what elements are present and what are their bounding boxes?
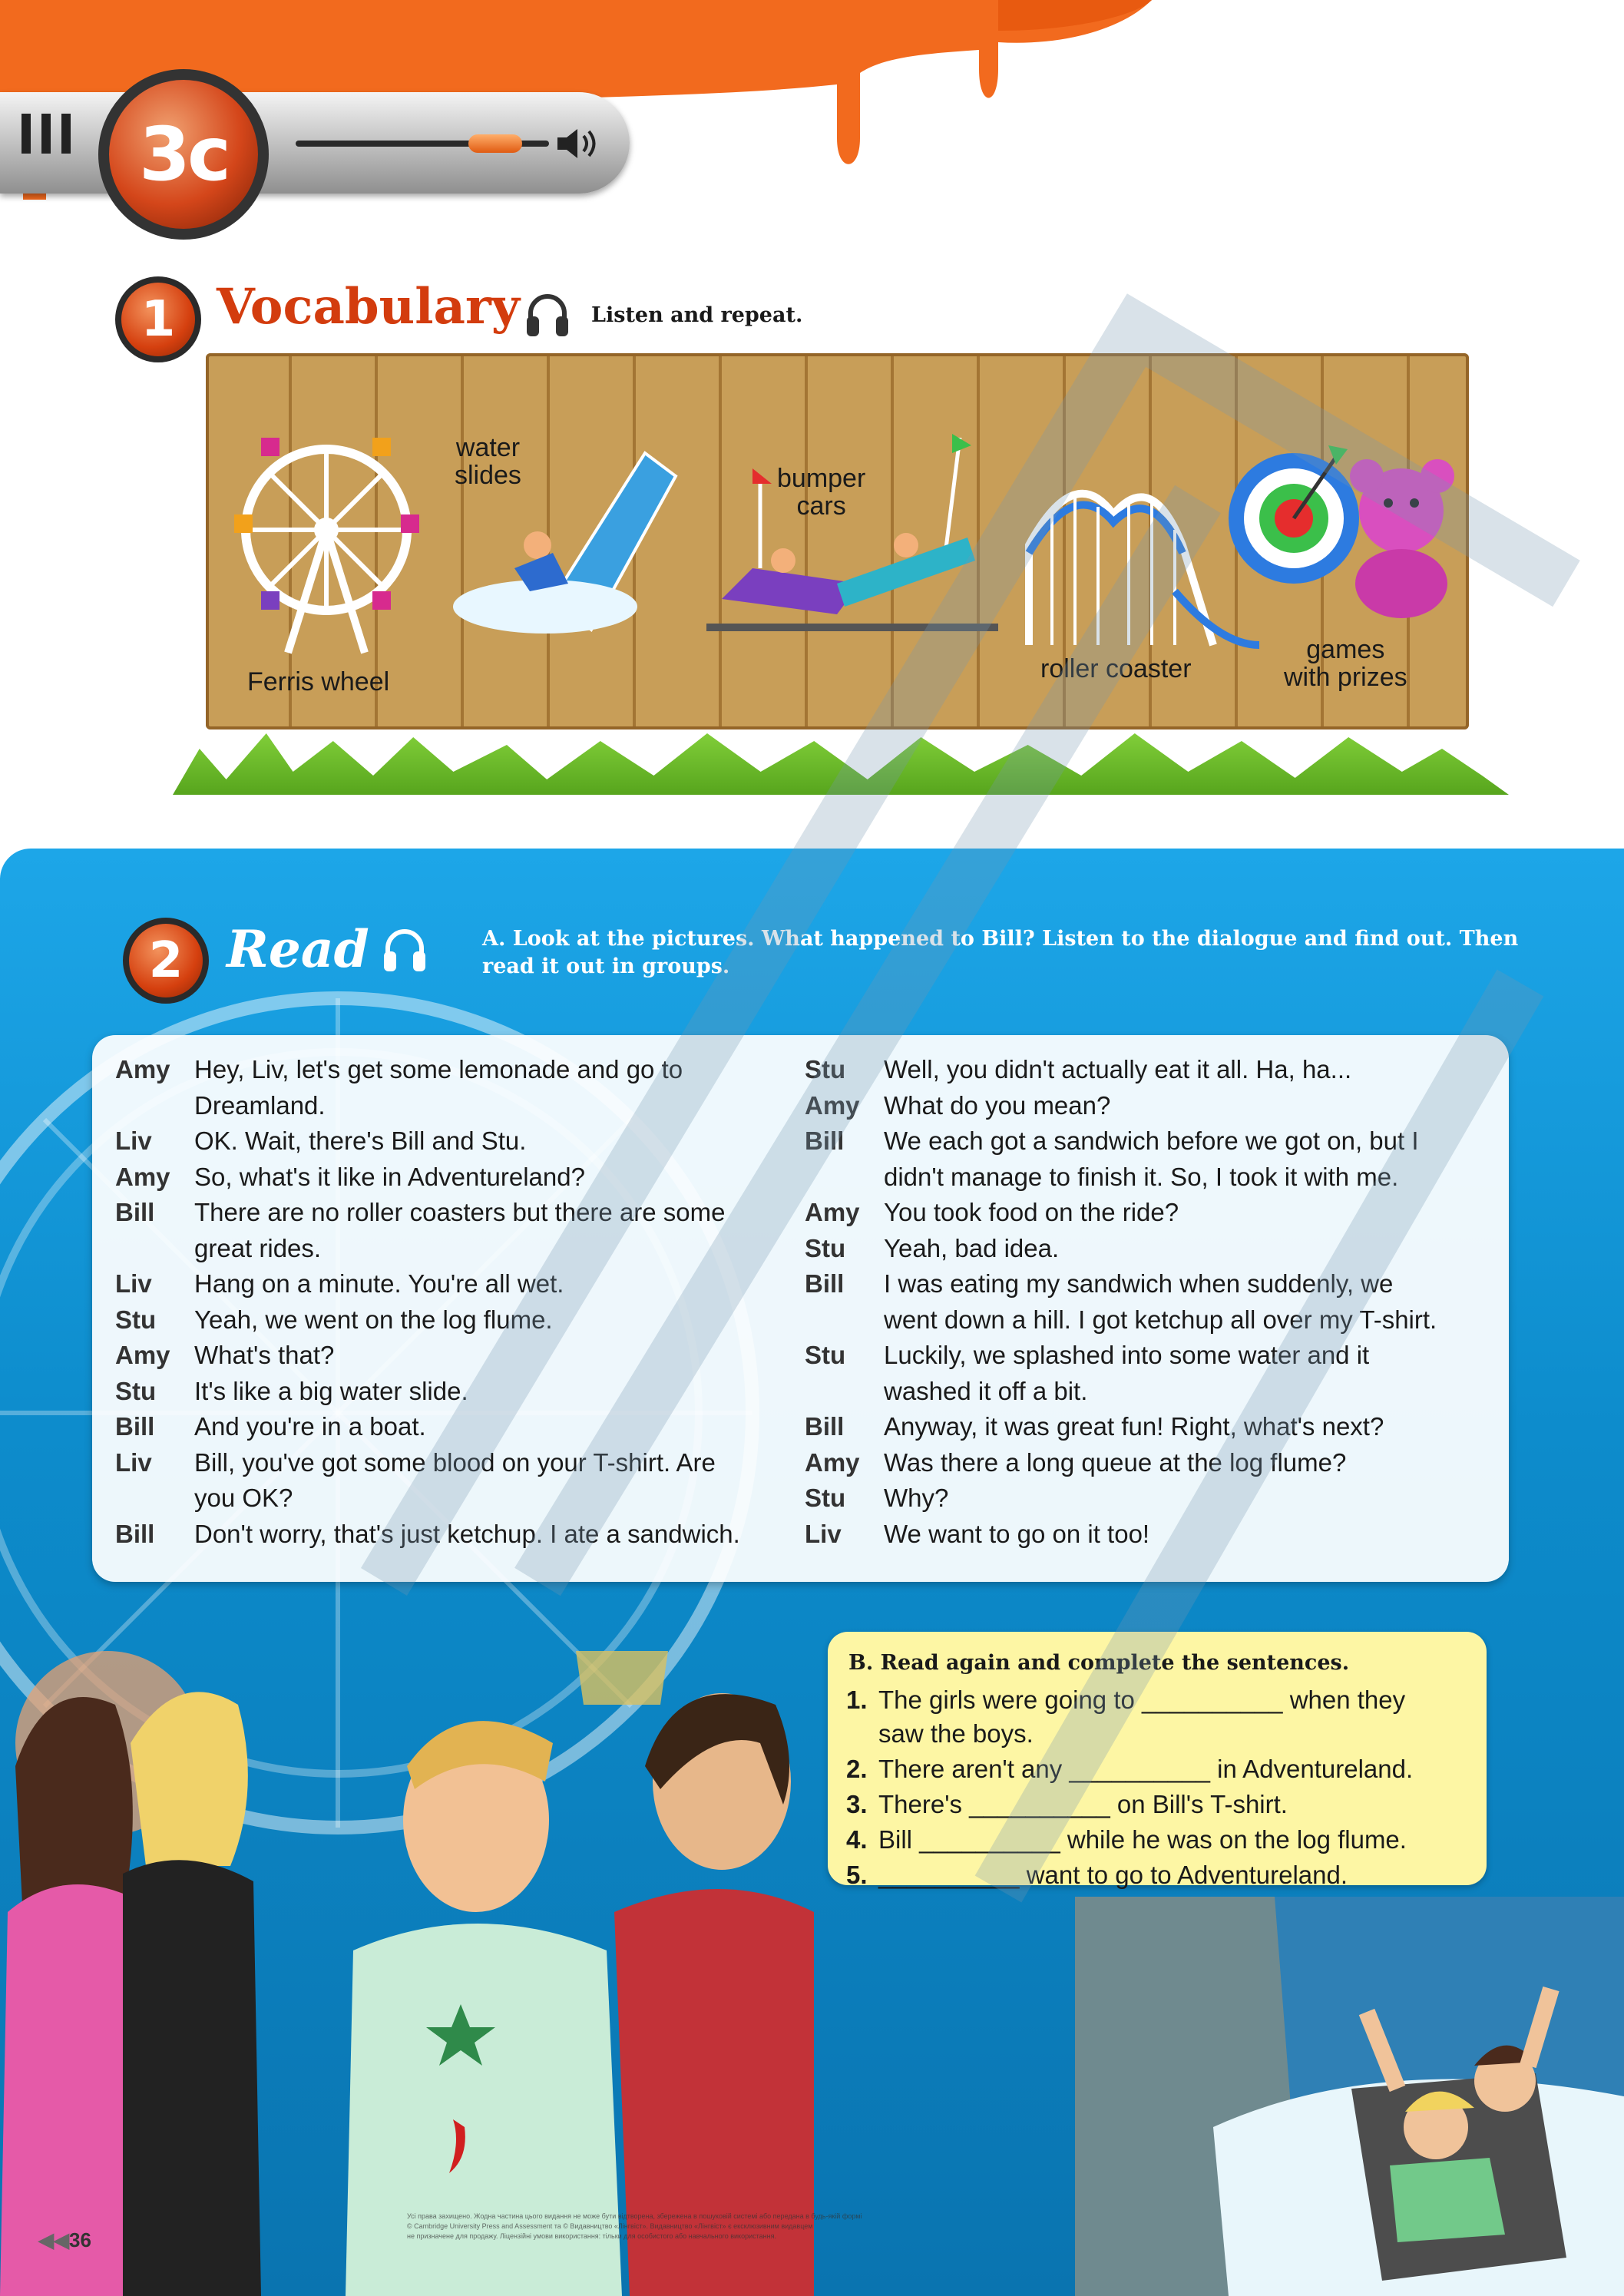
task-b-item bbox=[846, 1683, 1476, 1751]
dialogue-line bbox=[115, 1517, 791, 1553]
section-number-2: 2 bbox=[123, 918, 209, 1004]
speaker-name: Stu bbox=[805, 1055, 846, 1083]
dialogue-line bbox=[115, 1195, 791, 1266]
speaker-name: Bill bbox=[115, 1412, 155, 1441]
speaker-name: Bill bbox=[115, 1519, 155, 1548]
speaker-name: Amy bbox=[805, 1090, 860, 1120]
dialogue-text: What's that? bbox=[194, 1341, 335, 1369]
grass-strip bbox=[173, 718, 1509, 795]
item-number: 4. bbox=[846, 1825, 868, 1854]
item-number: 5. bbox=[846, 1861, 868, 1889]
menu-bars-icon bbox=[21, 114, 91, 167]
dialogue-line bbox=[805, 1480, 1496, 1517]
read-title: Read bbox=[227, 919, 369, 979]
task-b-item bbox=[846, 1823, 1476, 1857]
speaker-name: Amy bbox=[115, 1341, 170, 1369]
dialogue-line bbox=[115, 1409, 791, 1445]
dialogue-text: We want to go on it too! bbox=[884, 1519, 1150, 1548]
item-text: There's __________ on Bill's T-shirt. bbox=[878, 1790, 1288, 1818]
speaker-name: Amy bbox=[115, 1055, 170, 1083]
dialogue-line bbox=[805, 1445, 1496, 1481]
section-number-1: 1 bbox=[115, 276, 201, 362]
speaker-name: Stu bbox=[805, 1341, 846, 1369]
speaker-name: Liv bbox=[115, 1269, 152, 1298]
dialogue-line bbox=[115, 1123, 791, 1160]
speaker-name: Stu bbox=[115, 1305, 157, 1334]
dialogue-text: And you're in a boat. bbox=[194, 1412, 426, 1441]
dialogue-text: What do you mean? bbox=[884, 1090, 1111, 1120]
vocab-label-ferris-wheel: Ferris wheel bbox=[247, 667, 390, 696]
item-text: The girls were going to __________ when they bbox=[878, 1686, 1406, 1714]
speaker-name: Stu bbox=[115, 1376, 157, 1405]
dialogue-text: It's like a big water slide. bbox=[194, 1376, 468, 1405]
dialogue-text: Why? bbox=[884, 1484, 949, 1512]
vocabulary-title: Vocabulary bbox=[217, 278, 520, 336]
item-text: Bill __________ while he was on the log flume. bbox=[878, 1825, 1407, 1854]
vocabulary-instruction: Listen and repeat. bbox=[591, 303, 803, 327]
speaker-name: Amy bbox=[805, 1198, 860, 1226]
dialogue-line bbox=[805, 1409, 1496, 1445]
speaker-name: Liv bbox=[115, 1447, 152, 1477]
dialogue-text: We each got a sandwich before we got on, but I didn't manage to finish it. So, I took it with me. bbox=[884, 1126, 1419, 1191]
dialogue-line bbox=[805, 1266, 1496, 1338]
task-b-item bbox=[846, 1858, 1476, 1892]
speaker-icon[interactable] bbox=[554, 127, 600, 160]
dialogue-line bbox=[805, 1123, 1496, 1195]
dialogue-line bbox=[115, 1302, 791, 1338]
dialogue-text: Yeah, we went on the log flume. bbox=[194, 1305, 553, 1334]
dialogue-text: OK. Wait, there's Bill and Stu. bbox=[194, 1126, 527, 1155]
vocab-label-water-slides: water slides bbox=[455, 433, 521, 490]
ferris-wheel-picture bbox=[230, 430, 422, 660]
dialogue-line bbox=[805, 1195, 1496, 1231]
dialogue-text: Was there a long queue at the log flume? bbox=[884, 1447, 1347, 1477]
dialogue-line bbox=[115, 1052, 791, 1123]
vocab-label-bumper-cars: bumper cars bbox=[777, 464, 866, 521]
dialogue-line bbox=[115, 1338, 791, 1374]
item-text: There aren't any __________ in Adventureland. bbox=[878, 1755, 1414, 1783]
volume-knob[interactable] bbox=[468, 134, 522, 153]
speaker-name: Amy bbox=[805, 1447, 860, 1477]
dialogue-line bbox=[805, 1231, 1496, 1267]
characters-illustration bbox=[0, 1590, 814, 2296]
item-text: __________ want to go to Adventureland. bbox=[878, 1861, 1348, 1889]
unit-badge: 3c bbox=[98, 69, 269, 240]
dialogue-text: So, what's it like in Adventureland? bbox=[194, 1162, 585, 1191]
item-number: 1. bbox=[846, 1686, 868, 1714]
copyright-notice: Усі права захищено. Жодна частина цього видання не може бути відтворена, збережена в пошуковій системі або передана в будь-якій формі © Cambridge University Press and Assessment та © Видавництво «Лінгвіст». Видавництво «Лінгвіст» є ексклюзивним видавцем не призначене для продажу. Ліцензійні умови використання: тільки для особистого або навчального використання. bbox=[407, 2212, 862, 2240]
headphones-icon[interactable] bbox=[382, 925, 428, 974]
dialogue-text: I was eating my sandwich when suddenly, we went down a hill. I got ketchup all over my T-shirt. bbox=[884, 1269, 1437, 1334]
dialogue-line bbox=[115, 1160, 791, 1196]
dialogue-line bbox=[805, 1338, 1496, 1409]
item-number: 3. bbox=[846, 1790, 868, 1818]
item-number: 2. bbox=[846, 1755, 868, 1783]
dialogue-line bbox=[805, 1052, 1496, 1088]
rewind-arrows-icon: ◀◀ bbox=[38, 2228, 69, 2251]
dialogue-text: Bill, you've got some blood on your T-shirt. Are you OK? bbox=[194, 1447, 716, 1512]
speaker-name: Amy bbox=[115, 1162, 170, 1191]
dialogue-text: There are no roller coasters but there are some great rides. bbox=[194, 1198, 726, 1262]
dialogue-text: Don't worry, that's just ketchup. I ate a sandwich. bbox=[194, 1519, 740, 1548]
dialogue-text: You took food on the ride? bbox=[884, 1198, 1179, 1226]
dialogue-line bbox=[805, 1088, 1496, 1124]
page-number: ◀◀36 bbox=[38, 2228, 91, 2251]
dialogue-right-column bbox=[805, 1052, 1496, 1552]
speaker-name: Bill bbox=[805, 1412, 845, 1441]
bumper-cars-picture bbox=[706, 430, 998, 653]
task-b-item bbox=[846, 1788, 1476, 1821]
dialogue-line bbox=[115, 1374, 791, 1410]
dialogue-text: Yeah, bad idea. bbox=[884, 1233, 1060, 1262]
speaker-name: Liv bbox=[115, 1126, 152, 1155]
read-instruction-a: A. Look at the pictures. What happened to Bill? Listen to the dialogue and find out. Then read it out in groups. bbox=[482, 927, 1519, 978]
dialogue-left-column bbox=[115, 1052, 791, 1552]
vocab-label-games-with-prizes: games with prizes bbox=[1284, 635, 1407, 692]
dialogue-text: Hey, Liv, let's get some lemonade and go to Dreamland. bbox=[194, 1055, 683, 1120]
task-b-title: B. Read again and complete the sentences. bbox=[848, 1651, 1350, 1675]
dialogue-line bbox=[115, 1266, 791, 1302]
speaker-name: Stu bbox=[805, 1484, 846, 1512]
games-with-prizes-picture bbox=[1221, 426, 1467, 626]
item-text-continued: saw the boys. bbox=[878, 1719, 1034, 1748]
speaker-name: Bill bbox=[115, 1198, 155, 1226]
speaker-name: Bill bbox=[805, 1269, 845, 1298]
dialogue-text: Anyway, it was great fun! Right, what's next? bbox=[884, 1412, 1384, 1441]
dialogue-line bbox=[805, 1517, 1496, 1553]
speaker-name: Stu bbox=[805, 1233, 846, 1262]
task-b-item bbox=[846, 1752, 1476, 1786]
vocab-label-roller-coaster: roller coaster bbox=[1040, 654, 1192, 683]
dialogue-line bbox=[115, 1445, 791, 1517]
speaker-name: Liv bbox=[805, 1519, 842, 1548]
speaker-name: Bill bbox=[805, 1126, 845, 1155]
dialogue-text: Luckily, we splashed into some water and it washed it off a bit. bbox=[884, 1341, 1370, 1405]
headphones-icon[interactable] bbox=[524, 290, 571, 339]
dialogue-text: Hang on a minute. You're all wet. bbox=[194, 1269, 564, 1298]
dialogue-text: Well, you didn't actually eat it all. Ha, ha... bbox=[884, 1055, 1352, 1083]
water-slide-picture bbox=[438, 445, 683, 653]
